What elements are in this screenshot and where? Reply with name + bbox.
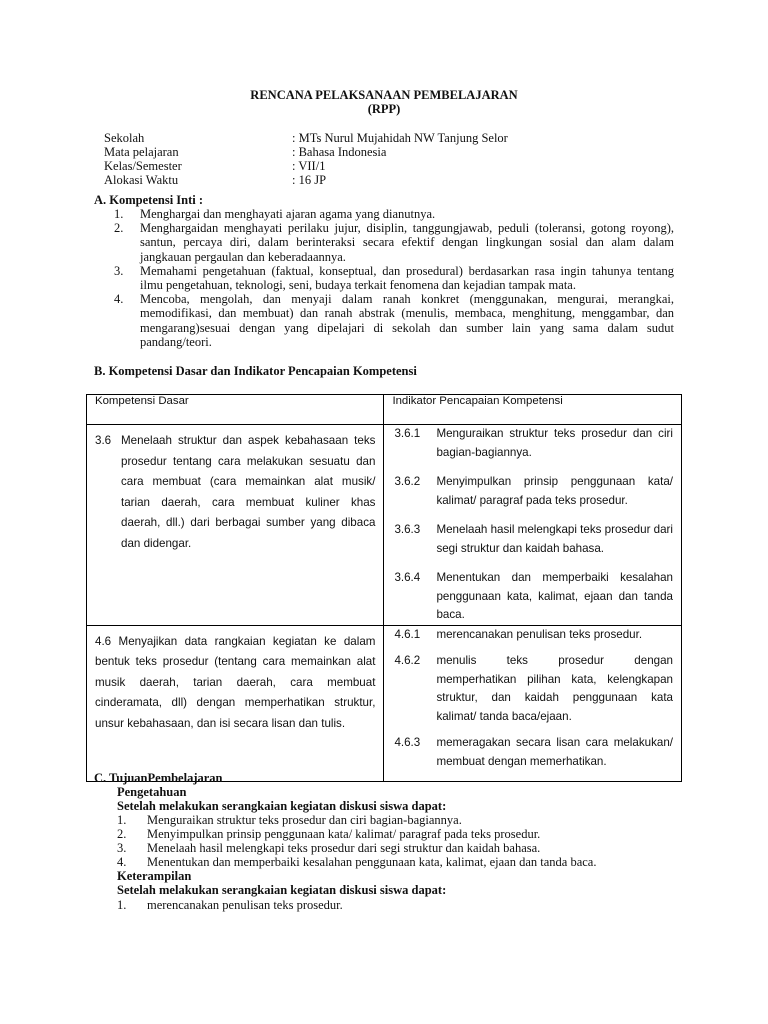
identity-row-time — [104, 173, 604, 187]
kd-entry — [95, 632, 375, 735]
indicator-text: menulis teks prosedur dengan memperhatikan pilihan kata, kelengkapan struktur, dan kaidah penggunaan kata kalimat/ tanda baca/ejaan. — [436, 654, 673, 723]
table-header-kd: Kompetensi Dasar — [87, 395, 384, 425]
kd-text: Menyajikan data rangkaian kegiatan ke dalam bentuk teks prosedur (tentang cara memainkan alat musik daerah, tarian daerah, cara membuat cinderamata, dll) dengan memperhatikan struktur, unsur kebahasaan, dan isi secara lisan dan tulis. — [95, 634, 376, 730]
list-text: Menentukan dan memperbaiki kesalahan penggunaan kata, kalimat, ejaan dan tanda baca. — [147, 855, 597, 870]
list-item — [117, 898, 677, 912]
list-item — [94, 207, 674, 221]
list-text: Menghargaidan menghayati perilaku jujur, disiplin, tanggungjawab, peduli (toleransi, gotong royong), santun, percaya diri, dalam berinteraksi secara efektif dengan lingkungan sosial dan alam dalam jangkauan pergaulan dan keberadaannya. — [140, 221, 674, 264]
pengetahuan-label: Pengetahuan — [117, 785, 187, 799]
list-number: 4. — [114, 292, 124, 307]
list-item — [117, 841, 677, 855]
indicator-number: 4.6.2 — [394, 654, 421, 667]
identity-value: : VII/1 — [292, 159, 326, 173]
list-text: merencanakan penulisan teks prosedur. — [147, 898, 343, 912]
identity-label: Alokasi Waktu — [104, 173, 179, 187]
identity-label: Sekolah — [104, 131, 145, 145]
keterampilan-intro: Setelah melakukan serangkaian kegiatan diskusi siswa dapat: — [117, 883, 447, 897]
kd-entry — [95, 431, 375, 554]
list-text: Memahami pengetahuan (faktual, konseptual, dan prosedural) berdasarkan rasa ingin tahunya tentang ilmu pengetahuan, teknologi, seni, budaya terkait fenomena dan kejadian tampak mata. — [140, 263, 674, 293]
indicator-item — [394, 569, 673, 625]
indicator-number: 4.6.3 — [394, 736, 421, 749]
list-number: 1. — [117, 813, 127, 827]
pengetahuan-intro: Setelah melakukan serangkaian kegiatan diskusi siswa dapat: — [117, 799, 447, 813]
keterampilan-list — [117, 898, 677, 912]
indicator-item — [394, 626, 673, 645]
list-number: 3. — [114, 263, 124, 278]
keterampilan-label: Keterampilan — [117, 869, 192, 883]
indicator-number: 3.6.3 — [394, 523, 421, 536]
list-number: 1. — [117, 898, 127, 912]
indicator-text: memeragakan secara lisan cara melakukan/ membuat dengan memerhatikan. — [436, 736, 673, 768]
list-item — [117, 855, 677, 869]
section-b-heading: B. Kompetensi Dasar dan Indikator Pencapaian Kompetensi — [94, 364, 417, 378]
indicator-text: Menelaah hasil melengkapi teks prosedur dari segi struktur dan kaidah bahasa. — [436, 523, 673, 555]
list-number: 2. — [114, 221, 124, 236]
list-item — [94, 264, 674, 292]
kd-text: Menelaah struktur dan aspek kebahasaan teks prosedur tentang cara melakukan sesuatu dan cara membuat (cara memainkan alat musik/ tarian daerah, cara membuat kuliner khas daerah, dll.) dari berbagai sumber yang dibaca dan didengar. — [121, 434, 376, 550]
identity-row-school — [104, 131, 604, 145]
list-item — [117, 813, 677, 827]
table-row — [87, 425, 682, 626]
identity-label: Kelas/Semester — [104, 159, 182, 173]
competency-table — [86, 394, 682, 782]
identity-label: Mata pelajaran — [104, 145, 179, 159]
list-text: Menyimpulkan prinsip penggunaan kata/ kalimat/ paragraf pada teks prosedur. — [147, 827, 541, 842]
indicator-number: 3.6.1 — [394, 427, 421, 440]
indicator-cell — [384, 625, 682, 781]
document-title: RENCANA PELAKSANAAN PEMBELAJARAN — [250, 88, 518, 102]
indicator-number: 3.6.4 — [394, 571, 421, 584]
identity-row-class — [104, 159, 604, 173]
indicator-text: Menguraikan struktur teks prosedur dan ciri bagian-bagiannya. — [436, 427, 673, 459]
indicator-text: merencanakan penulisan teks prosedur. — [436, 627, 643, 641]
document-subtitle: (RPP) — [367, 102, 401, 116]
section-c-heading: C. TujuanPembelajaran — [94, 771, 223, 785]
list-item — [117, 827, 677, 841]
list-number: 1. — [114, 207, 124, 221]
list-number: 4. — [117, 855, 127, 870]
indicator-item — [394, 425, 673, 462]
indicator-number: 4.6.1 — [394, 627, 421, 641]
kd-cell — [87, 625, 384, 781]
list-number: 2. — [117, 827, 127, 842]
table-header-row — [87, 395, 682, 425]
list-item — [94, 292, 674, 349]
list-item — [94, 221, 674, 264]
kompetensi-inti-list — [94, 207, 674, 349]
list-number: 3. — [117, 841, 127, 856]
list-text: Mencoba, mengolah, dan menyaji dalam ranah konkret (menggunakan, mengurai, merangkai, memodifikasi, dan membuat) dan ranah abstrak (menulis, membaca, menghitung, menggambar, dan mengarang)sesuai dengan yang dipelajari di sekolah dan sumber lain yang sama dalam sudut pandang/teori. — [140, 292, 674, 349]
table-row — [87, 625, 682, 781]
indicator-text: Menyimpulkan prinsip penggunaan kata/ kalimat/ paragraf pada teks prosedur. — [436, 475, 673, 507]
identity-value: : 16 JP — [292, 173, 327, 187]
indicator-cell — [384, 425, 682, 626]
section-a-heading: A. Kompetensi Inti : — [94, 193, 204, 207]
list-text: Menguraikan struktur teks prosedur dan ciri bagian-bagiannya. — [147, 813, 462, 827]
kd-number: 3.6 — [95, 434, 112, 447]
identity-row-subject — [104, 145, 604, 159]
indicator-number: 3.6.2 — [394, 475, 421, 488]
kd-number: 4.6 — [95, 634, 112, 648]
indicator-item — [394, 734, 673, 771]
indicator-item — [394, 521, 673, 558]
identity-value: : MTs Nurul Mujahidah NW Tanjung Selor — [292, 131, 508, 145]
indicator-text: Menentukan dan memperbaiki kesalahan penggunaan kata, kalimat, ejaan dan tanda baca. — [436, 571, 673, 621]
indicator-item — [394, 652, 673, 726]
list-text: Menghargai dan menghayati ajaran agama yang dianutnya. — [140, 207, 436, 221]
pengetahuan-list — [117, 813, 677, 869]
indicator-item — [394, 473, 673, 510]
identity-value: : Bahasa Indonesia — [292, 145, 387, 159]
table-header-indicator: Indikator Pencapaian Kompetensi — [384, 395, 682, 425]
list-text: Menelaah hasil melengkapi teks prosedur dari segi struktur dan kaidah bahasa. — [147, 841, 541, 856]
kd-cell — [87, 425, 384, 626]
